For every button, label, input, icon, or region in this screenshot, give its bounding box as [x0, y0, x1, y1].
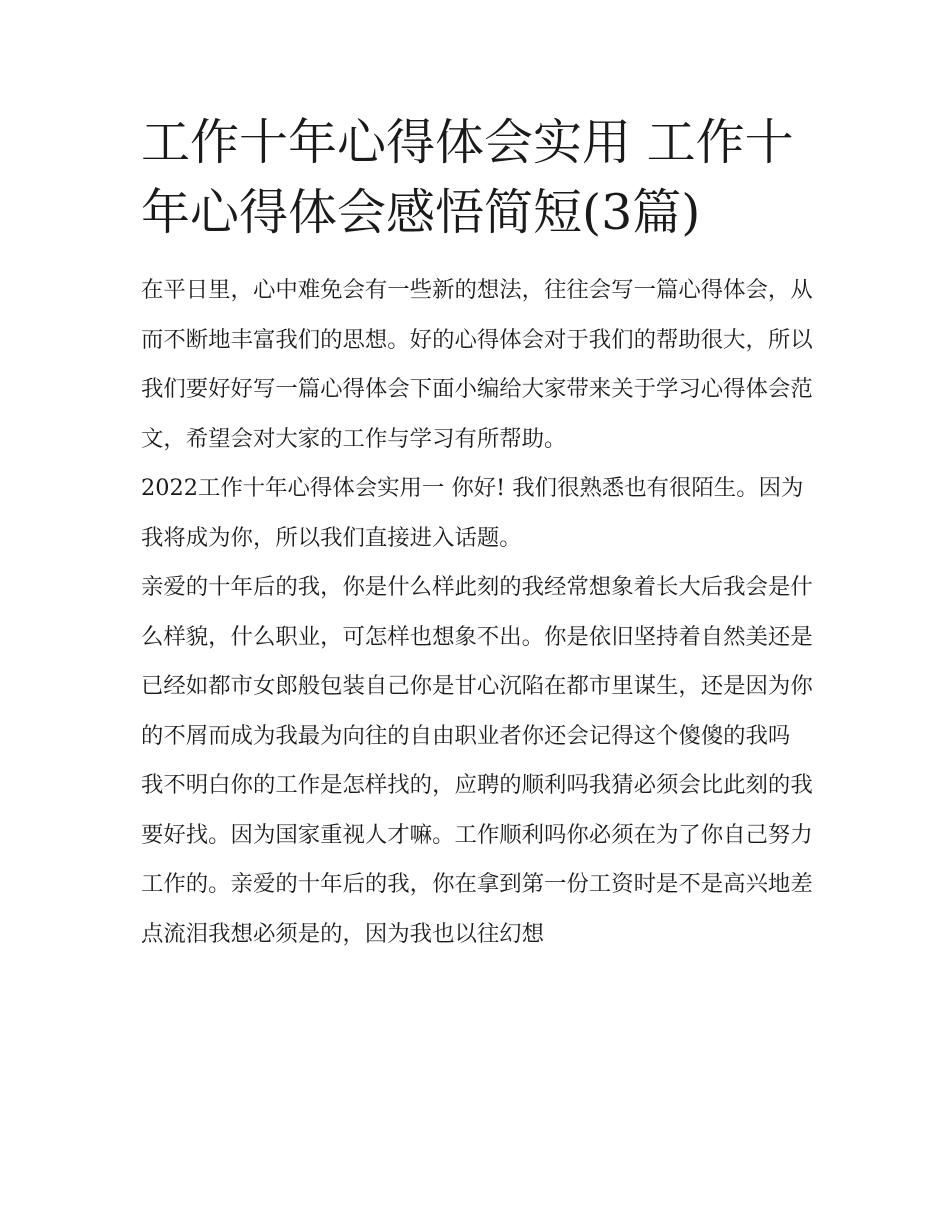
paragraph-3: 我不明白你的工作是怎样找的，应聘的顺利吗我猜必须会比此刻的我要好找。因为国家重视人才嘛。工作顺利吗你必须在为了你自己努力工作的。亲爱的十年后的我，你在拿到第一份工资时是不是高兴地差点流泪我想必须是的，因为我也以往幻想: [141, 772, 813, 947]
document-title: 工作十年心得体会实用 工作十年心得体会感悟简短(3篇): [141, 114, 794, 241]
document-body: [141, 108, 813, 959]
paragraph-intro: 在平日里，心中难免会有一些新的想法，往往会写一篇心得体会，从而不断地丰富我们的思想。好的心得体会对于我们的帮助很大，所以我们要好好写一篇心得体会下面小编给大家带来关于学习心得体会范文，希望会对大家的工作与学习有所帮助。: [141, 277, 813, 452]
paragraph-1: 2022工作十年心得体会实用一 你好! 我们很熟悉也有很陌生。因为我将成为你，所以我们直接进入话题。: [141, 475, 804, 551]
document-text: [141, 266, 813, 959]
paragraph-2: 亲爱的十年后的我，你是什么样此刻的我经常想象着长大后我会是什么样貌，什么职业，可怎样也想象不出。你是依旧坚持着自然美还是已经如都市女郎般包装自己你是甘心沉陷在都市里谋生，还是因为你的不屑而成为我最为向往的自由职业者你还会记得这个傻傻的我吗: [141, 574, 813, 749]
